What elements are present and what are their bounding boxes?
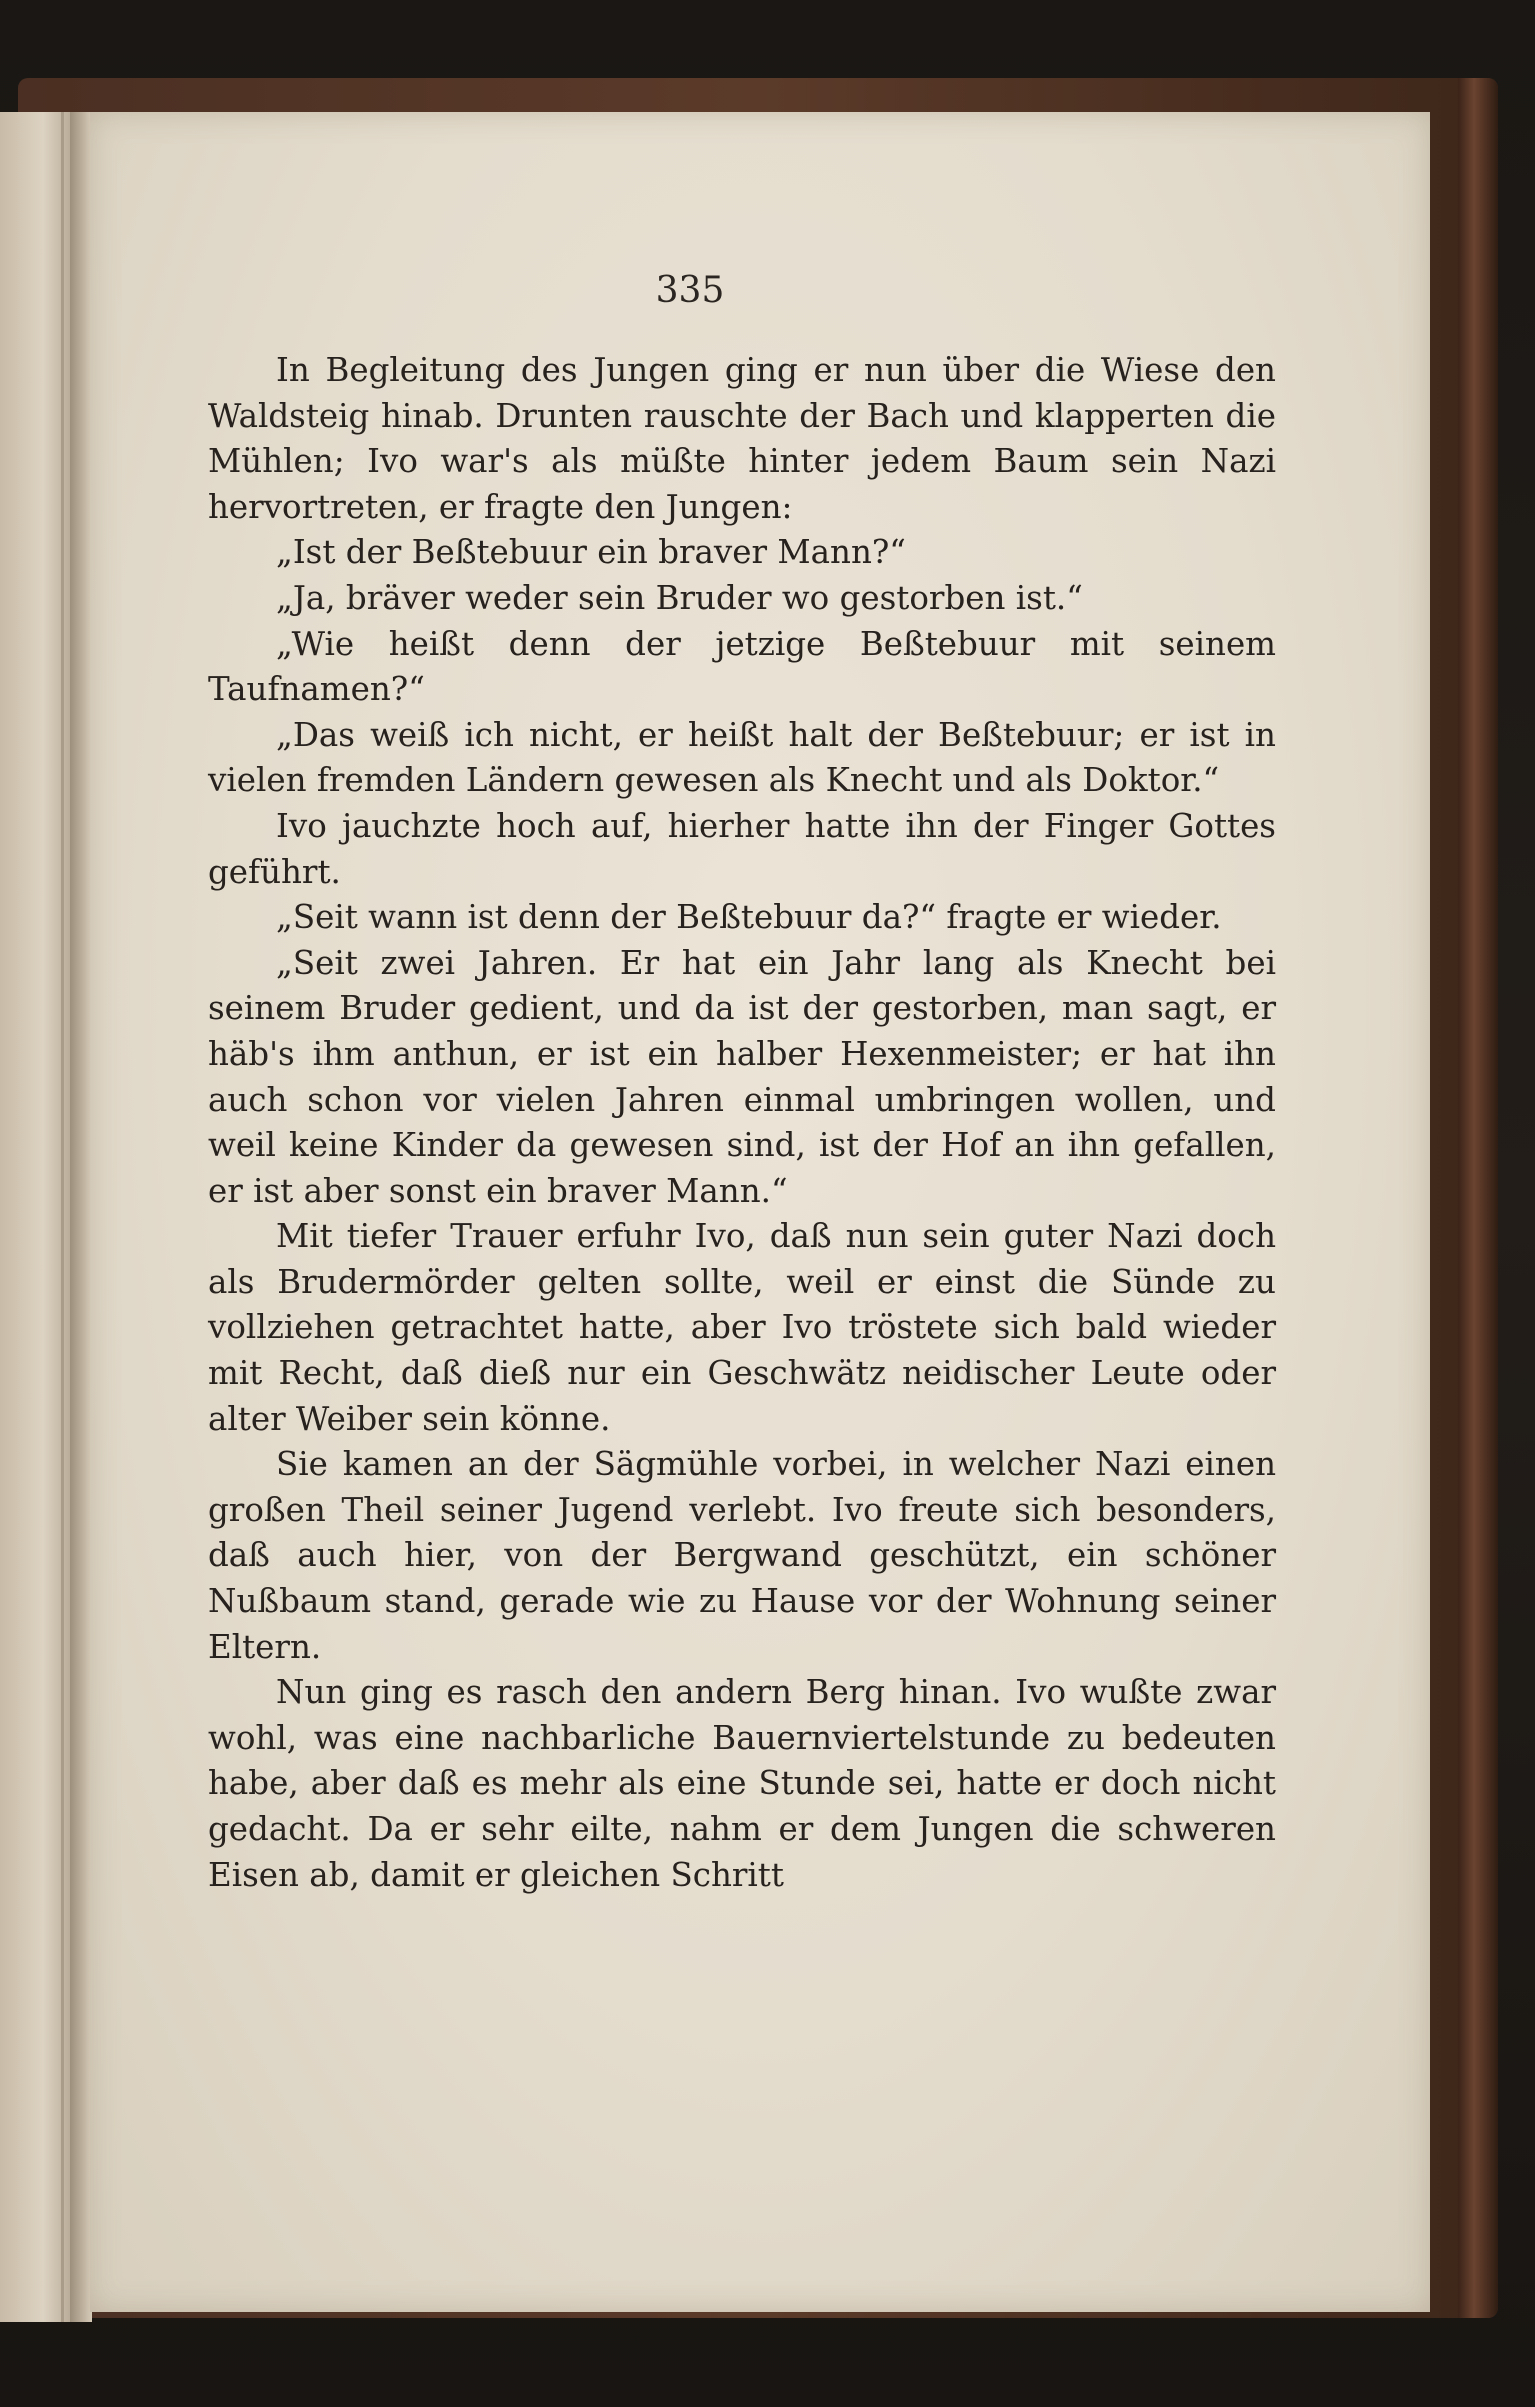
paragraph: „Wie heißt denn der jetzige Beßtebuur mit seinem Taufnamen?“ (208, 624, 1276, 709)
paragraph: „Ist der Beßtebuur ein braver Mann?“ (276, 533, 906, 572)
page-number: 335 (655, 270, 725, 311)
paragraph: Nun ging es rasch den andern Berg hinan. Ivo wußte zwar wohl, was eine nachbarliche Bauernviertelstunde zu bedeuten habe, aber daß es mehr als eine Stunde sei, hatte er doch nicht gedacht. Da er sehr eilte, nahm er dem Jungen die schweren Eisen ab, damit er gleichen Schritt (208, 1673, 1276, 1894)
cover-edge (1458, 78, 1498, 2318)
paragraph: „Seit wann ist denn der Beßtebuur da?“ fragte er wieder. (276, 898, 1222, 937)
book-page (90, 112, 1430, 2312)
paragraph: „Das weiß ich nicht, er heißt halt der Beßtebuur; er ist in vielen fremden Ländern gewesen als Knecht und als Doktor.“ (208, 715, 1276, 800)
paragraph: Mit tiefer Trauer erfuhr Ivo, daß nun sein guter Nazi doch als Brudermörder gelten sollte, weil er einst die Sünde zu vollziehen getrachtet hatte, aber Ivo tröstete sich bald wieder mit Recht, daß dieß nur ein Geschwätz neidischer Leute oder alter Weiber sein könne. (208, 1217, 1276, 1438)
left-page-edge (0, 112, 74, 2322)
paragraph: „Ja, bräver weder sein Bruder wo gestorben ist.“ (276, 578, 1083, 617)
paragraph: In Begleitung des Jungen ging er nun über die Wiese den Waldsteig hinab. Drunten rauschte der Bach und klapperten die Mühlen; Ivo war's als müßte hinter jedem Baum sein Nazi hervortreten, er fragte den Jungen: (208, 351, 1276, 526)
paragraph: „Seit zwei Jahren. Er hat ein Jahr lang als Knecht bei seinem Bruder gedient, und da ist der gestorben, man sagt, er häb's ihm anthun, er ist ein halber Hexenmeister; er hat ihn auch schon vor vielen Jahren einmal umbringen wollen, und weil keine Kinder da gewesen sind, ist der Hof an ihn gefallen, er ist aber sonst ein braver Mann.“ (208, 943, 1276, 1210)
paragraph: Sie kamen an der Sägmühle vorbei, in welcher Nazi einen großen Theil seiner Jugend verlebt. Ivo freute sich besonders, daß auch hier, von der Bergwand geschützt, ein schöner Nußbaum stand, gerade wie zu Hause vor der Wohnung seiner Eltern. (208, 1445, 1276, 1666)
page-gutter (70, 112, 92, 2322)
page-text (208, 348, 1276, 1898)
paragraph: Ivo jauchzte hoch auf, hierher hatte ihn der Finger Gottes geführt. (208, 806, 1276, 891)
